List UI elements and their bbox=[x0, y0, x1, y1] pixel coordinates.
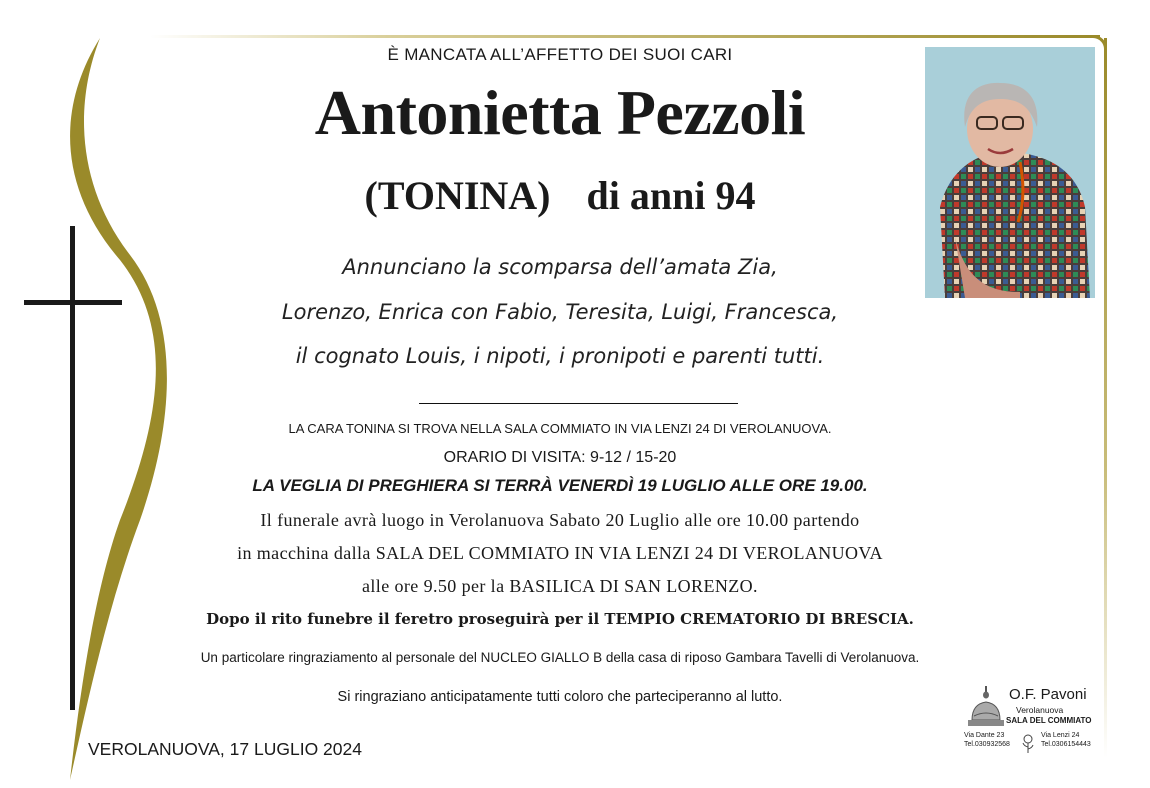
rose-icon bbox=[1021, 734, 1035, 754]
header-line: È MANCATA ALL’AFFETTO DEI SUOI CARI bbox=[387, 45, 733, 64]
cross-icon bbox=[24, 226, 122, 710]
funeral-home-address: Via Lenzi 24 bbox=[1041, 732, 1080, 739]
frame-top-line bbox=[150, 35, 1100, 38]
location-line: LA CARA TONINA SI TROVA NELLA SALA COMMIATO IN VIA LENZI 24 DI VEROLANUOVA. bbox=[288, 421, 832, 436]
gold-ribbon bbox=[70, 38, 167, 780]
deceased-subtitle bbox=[160, 172, 960, 219]
funeral-line: Il funerale avrà luogo in Verolanuova Sabato 20 Luglio alle ore 10.00 partendo bbox=[260, 510, 860, 530]
funeral-line: in macchina dalla SALA DEL COMMIATO IN VIA LENZI 24 DI VEROLANUOVA bbox=[237, 543, 883, 563]
place-date: VEROLANUOVA, 17 LUGLIO 2024 bbox=[88, 739, 362, 759]
special-thanks-line: Un particolare ringraziamento al personale del NUCLEO GIALLO B della casa di riposo Gambara Tavelli di Verolanuova. bbox=[200, 650, 920, 665]
announcement-line: Annunciano la scomparsa dell’amata Zia, bbox=[342, 255, 778, 279]
funeral-home-city: Verolanuova bbox=[1016, 705, 1064, 715]
church-logo-icon bbox=[964, 686, 1010, 730]
announcement-line: Lorenzo, Enrica con Fabio, Teresita, Luigi, Francesca, bbox=[281, 300, 839, 324]
deceased-name: Antonietta Pezzoli bbox=[314, 77, 806, 148]
funeral-line: alle ore 9.50 per la BASILICA DI SAN LORENZO. bbox=[362, 576, 758, 596]
funeral-home-phone: Tel.030932568 bbox=[964, 741, 1010, 748]
visiting-hours: ORARIO DI VISITA: 9-12 / 15-20 bbox=[443, 449, 677, 466]
vigil-line: LA VEGLIA DI PREGHIERA SI TERRÀ VENERDÌ 19 LUGLIO ALLE ORE 19.00. bbox=[252, 476, 868, 495]
thanks-line: Si ringraziano anticipatamente tutti coloro che parteciperanno al lutto. bbox=[337, 689, 783, 705]
deceased-nickname: (TONINA) bbox=[364, 173, 551, 218]
announcement-line: il cognato Louis, i nipoti, i pronipoti e parenti tutti. bbox=[295, 344, 825, 368]
funeral-home-phone: Tel.0306154443 bbox=[1041, 741, 1091, 748]
funeral-home-address: Via Dante 23 bbox=[964, 732, 1005, 739]
divider bbox=[419, 403, 738, 404]
decorative-ribbon-and-cross bbox=[0, 0, 180, 788]
deceased-age: di anni 94 bbox=[586, 173, 756, 218]
funeral-home-logo bbox=[960, 686, 1090, 756]
funeral-home-name: O.F. Pavoni bbox=[1009, 686, 1087, 703]
frame-right-line bbox=[1104, 38, 1107, 758]
after-rite-line: Dopo il rito funebre il feretro proseguirà per il TEMPIO CREMATORIO DI BRESCIA. bbox=[206, 610, 914, 628]
funeral-home-hall: SALA DEL COMMIATO bbox=[1006, 716, 1092, 725]
